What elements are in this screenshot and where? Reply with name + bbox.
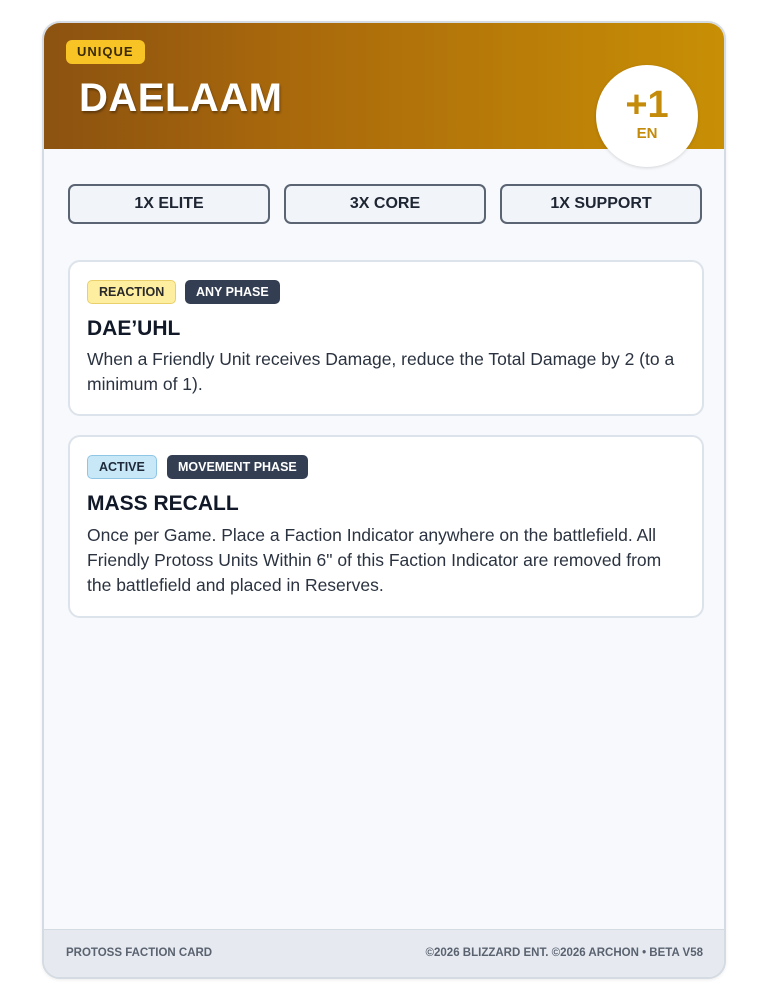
composition-elite-button[interactable]: 1X ELITE [68,184,270,224]
composition-row [68,184,704,224]
composition-support-button[interactable]: 1X SUPPORT [500,184,702,224]
ability-card-mass-recall [68,435,704,618]
energy-badge [596,65,698,167]
phase-tag: ANY PHASE [185,280,280,304]
unit-name: DAELAAM [79,76,283,120]
ability-title: DAE’UHL [87,317,181,340]
ability-title: MASS RECALL [87,492,239,515]
reaction-tag: REACTION [87,280,176,304]
energy-value: +1 [625,84,669,126]
ability-description: When a Friendly Unit receives Damage, reduce the Total Damage by 2 (to a minimum of 1). [87,349,675,394]
ability-description: Once per Game. Place a Faction Indicator anywhere on the battlefield. All Friendly Protoss Units Within 6" of this Faction Indicator are removed from the battlefield and placed in Reserves. [87,525,662,595]
unique-badge: UNIQUE [66,40,145,64]
card-footer [44,929,724,977]
ability-card-daeuhl [68,260,704,416]
composition-core-button[interactable]: 3X CORE [284,184,486,224]
unit-card [42,21,726,979]
active-tag: ACTIVE [87,455,157,479]
phase-tag: MOVEMENT PHASE [167,455,308,479]
energy-label: EN [636,125,658,142]
footer-faction-label: PROTOSS FACTION CARD [66,947,213,959]
footer-copyright: ©2026 BLIZZARD ENT. ©2026 ARCHON • BETA V58 [425,947,703,959]
